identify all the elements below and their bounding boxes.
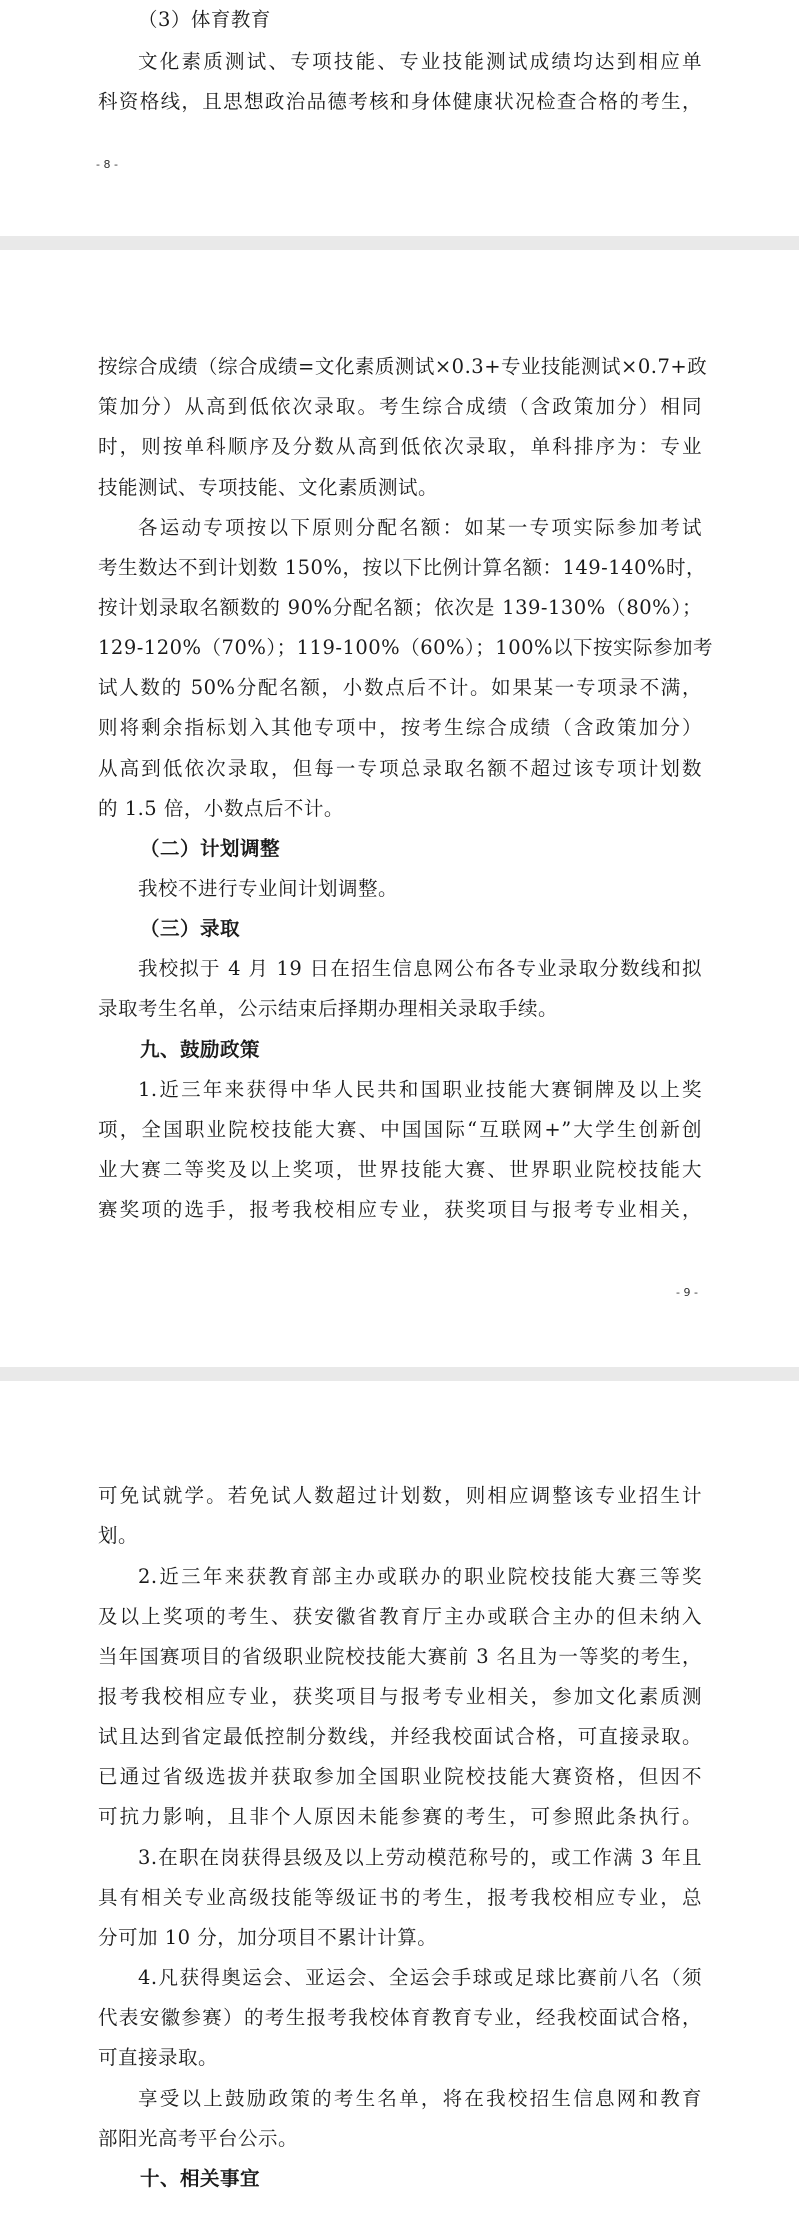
text-line: 试人数的 50%分配名额，小数点后不计。如果某一专项录不满， xyxy=(98,676,702,699)
text-line: 可直接录取。 xyxy=(98,2046,219,2069)
text-line: 当年国赛项目的省级职业院校技能大赛前 3 名且为一等奖的考生， xyxy=(98,1645,702,1668)
text-line: 录取考生名单，公示结束后择期办理相关录取手续。 xyxy=(98,997,559,1020)
page-number: - 9 - xyxy=(676,1286,698,1299)
text-line: 策加分）从高到低依次录取。考生综合成绩（含政策加分）相同 xyxy=(98,395,702,418)
text-line: 各运动专项按以下原则分配名额：如某一专项实际参加考试 xyxy=(138,516,702,539)
text-line: 1.近三年来获得中华人民共和国职业技能大赛铜牌及以上奖 xyxy=(138,1078,702,1101)
text-line: 已通过省级选拔并获取参加全国职业院校技能大赛资格，但因不 xyxy=(98,1765,702,1788)
text-line: 试且达到省定最低控制分数线，并经我校面试合格，可直接录取。 xyxy=(98,1725,702,1748)
document-page-8 xyxy=(0,0,799,236)
text-line: 考生数达不到计划数 150%，按以下比例计算名额：149-140%时， xyxy=(98,556,707,579)
document-page-9 xyxy=(0,250,799,1367)
text-line: 我校拟于 4 月 19 日在招生信息网公布各专业录取分数线和拟 xyxy=(138,957,702,980)
subsection-heading-sports-education: （3）体育教育 xyxy=(138,8,271,31)
text-line: 可抗力影响，且非个人原因未能参赛的考生，可参照此条执行。 xyxy=(98,1805,702,1828)
text-line: 可免试就学。若免试人数超过计划数，则相应调整该专业招生计 xyxy=(98,1484,702,1507)
text-line: 分可加 10 分，加分项目不累计计算。 xyxy=(98,1926,438,1949)
section-heading-plan-adjustment: （二）计划调整 xyxy=(140,837,281,860)
text-line: 文化素质测试、专项技能、专业技能测试成绩均达到相应单 xyxy=(138,50,702,73)
text-line: 具有相关专业高级技能等级证书的考生，报考我校相应专业，总 xyxy=(98,1886,702,1909)
text-line: 划。 xyxy=(98,1524,139,1547)
text-line: 报考我校相应专业，获奖项目与报考专业相关，参加文化素质测 xyxy=(98,1685,702,1708)
text-line: 4.凡获得奥运会、亚运会、全运会手球或足球比赛前八名（须 xyxy=(138,1966,702,1989)
text-line: 技能测试、专项技能、文化素质测试。 xyxy=(98,476,439,499)
text-line: 赛奖项的选手，报考我校相应专业，获奖项目与报考专业相关， xyxy=(98,1198,702,1221)
text-line: 项，全国职业院校技能大赛、中国国际“互联网+”大学生创新创 xyxy=(98,1118,702,1141)
text-line: 129-120%（70%）；119-100%（60%）；100%以下按实际参加考 xyxy=(98,636,714,659)
text-line: 代表安徽参赛）的考生报考我校体育教育专业，经我校面试合格， xyxy=(98,2006,702,2029)
section-heading-incentive-policy: 九、鼓励政策 xyxy=(140,1038,261,1061)
text-line: 3.在职在岗获得县级及以上劳动模范称号的，或工作满 3 年且 xyxy=(138,1846,702,1869)
text-line: 则将剩余指标划入其他专项中，按考生综合成绩（含政策加分） xyxy=(98,716,702,739)
text-line: 及以上奖项的考生、获安徽省教育厅主办或联合主办的但未纳入 xyxy=(98,1605,702,1628)
section-heading-related-matters: 十、相关事宜 xyxy=(140,2167,261,2190)
text-line: 的 1.5 倍，小数点后不计。 xyxy=(98,797,344,820)
text-line: 科资格线，且思想政治品德考核和身体健康状况检查合格的考生， xyxy=(98,90,702,113)
text-line: 按计划录取名额数的 90%分配名额；依次是 139-130%（80%）； xyxy=(98,596,702,619)
page-number: - 8 - xyxy=(96,158,118,171)
text-line: 按综合成绩（综合成绩=文化素质测试×0.3+专业技能测试×0.7+政 xyxy=(98,355,708,378)
text-line: 业大赛二等奖及以上奖项，世界技能大赛、世界职业院校技能大 xyxy=(98,1158,702,1181)
text-line: 时，则按单科顺序及分数从高到低依次录取，单科排序为：专业 xyxy=(98,435,702,458)
text-line: 部阳光高考平台公示。 xyxy=(98,2127,299,2150)
text-line: 我校不进行专业间计划调整。 xyxy=(138,877,399,900)
text-line: 从高到低依次录取，但每一专项总录取名额不超过该专项计划数 xyxy=(98,757,702,780)
document-page-10 xyxy=(0,1381,799,2221)
text-line: 2.近三年来获教育部主办或联办的职业院校技能大赛三等奖 xyxy=(138,1565,702,1588)
section-heading-admission: （三）录取 xyxy=(140,917,241,940)
text-line: 享受以上鼓励政策的考生名单，将在我校招生信息网和教育 xyxy=(138,2087,702,2110)
